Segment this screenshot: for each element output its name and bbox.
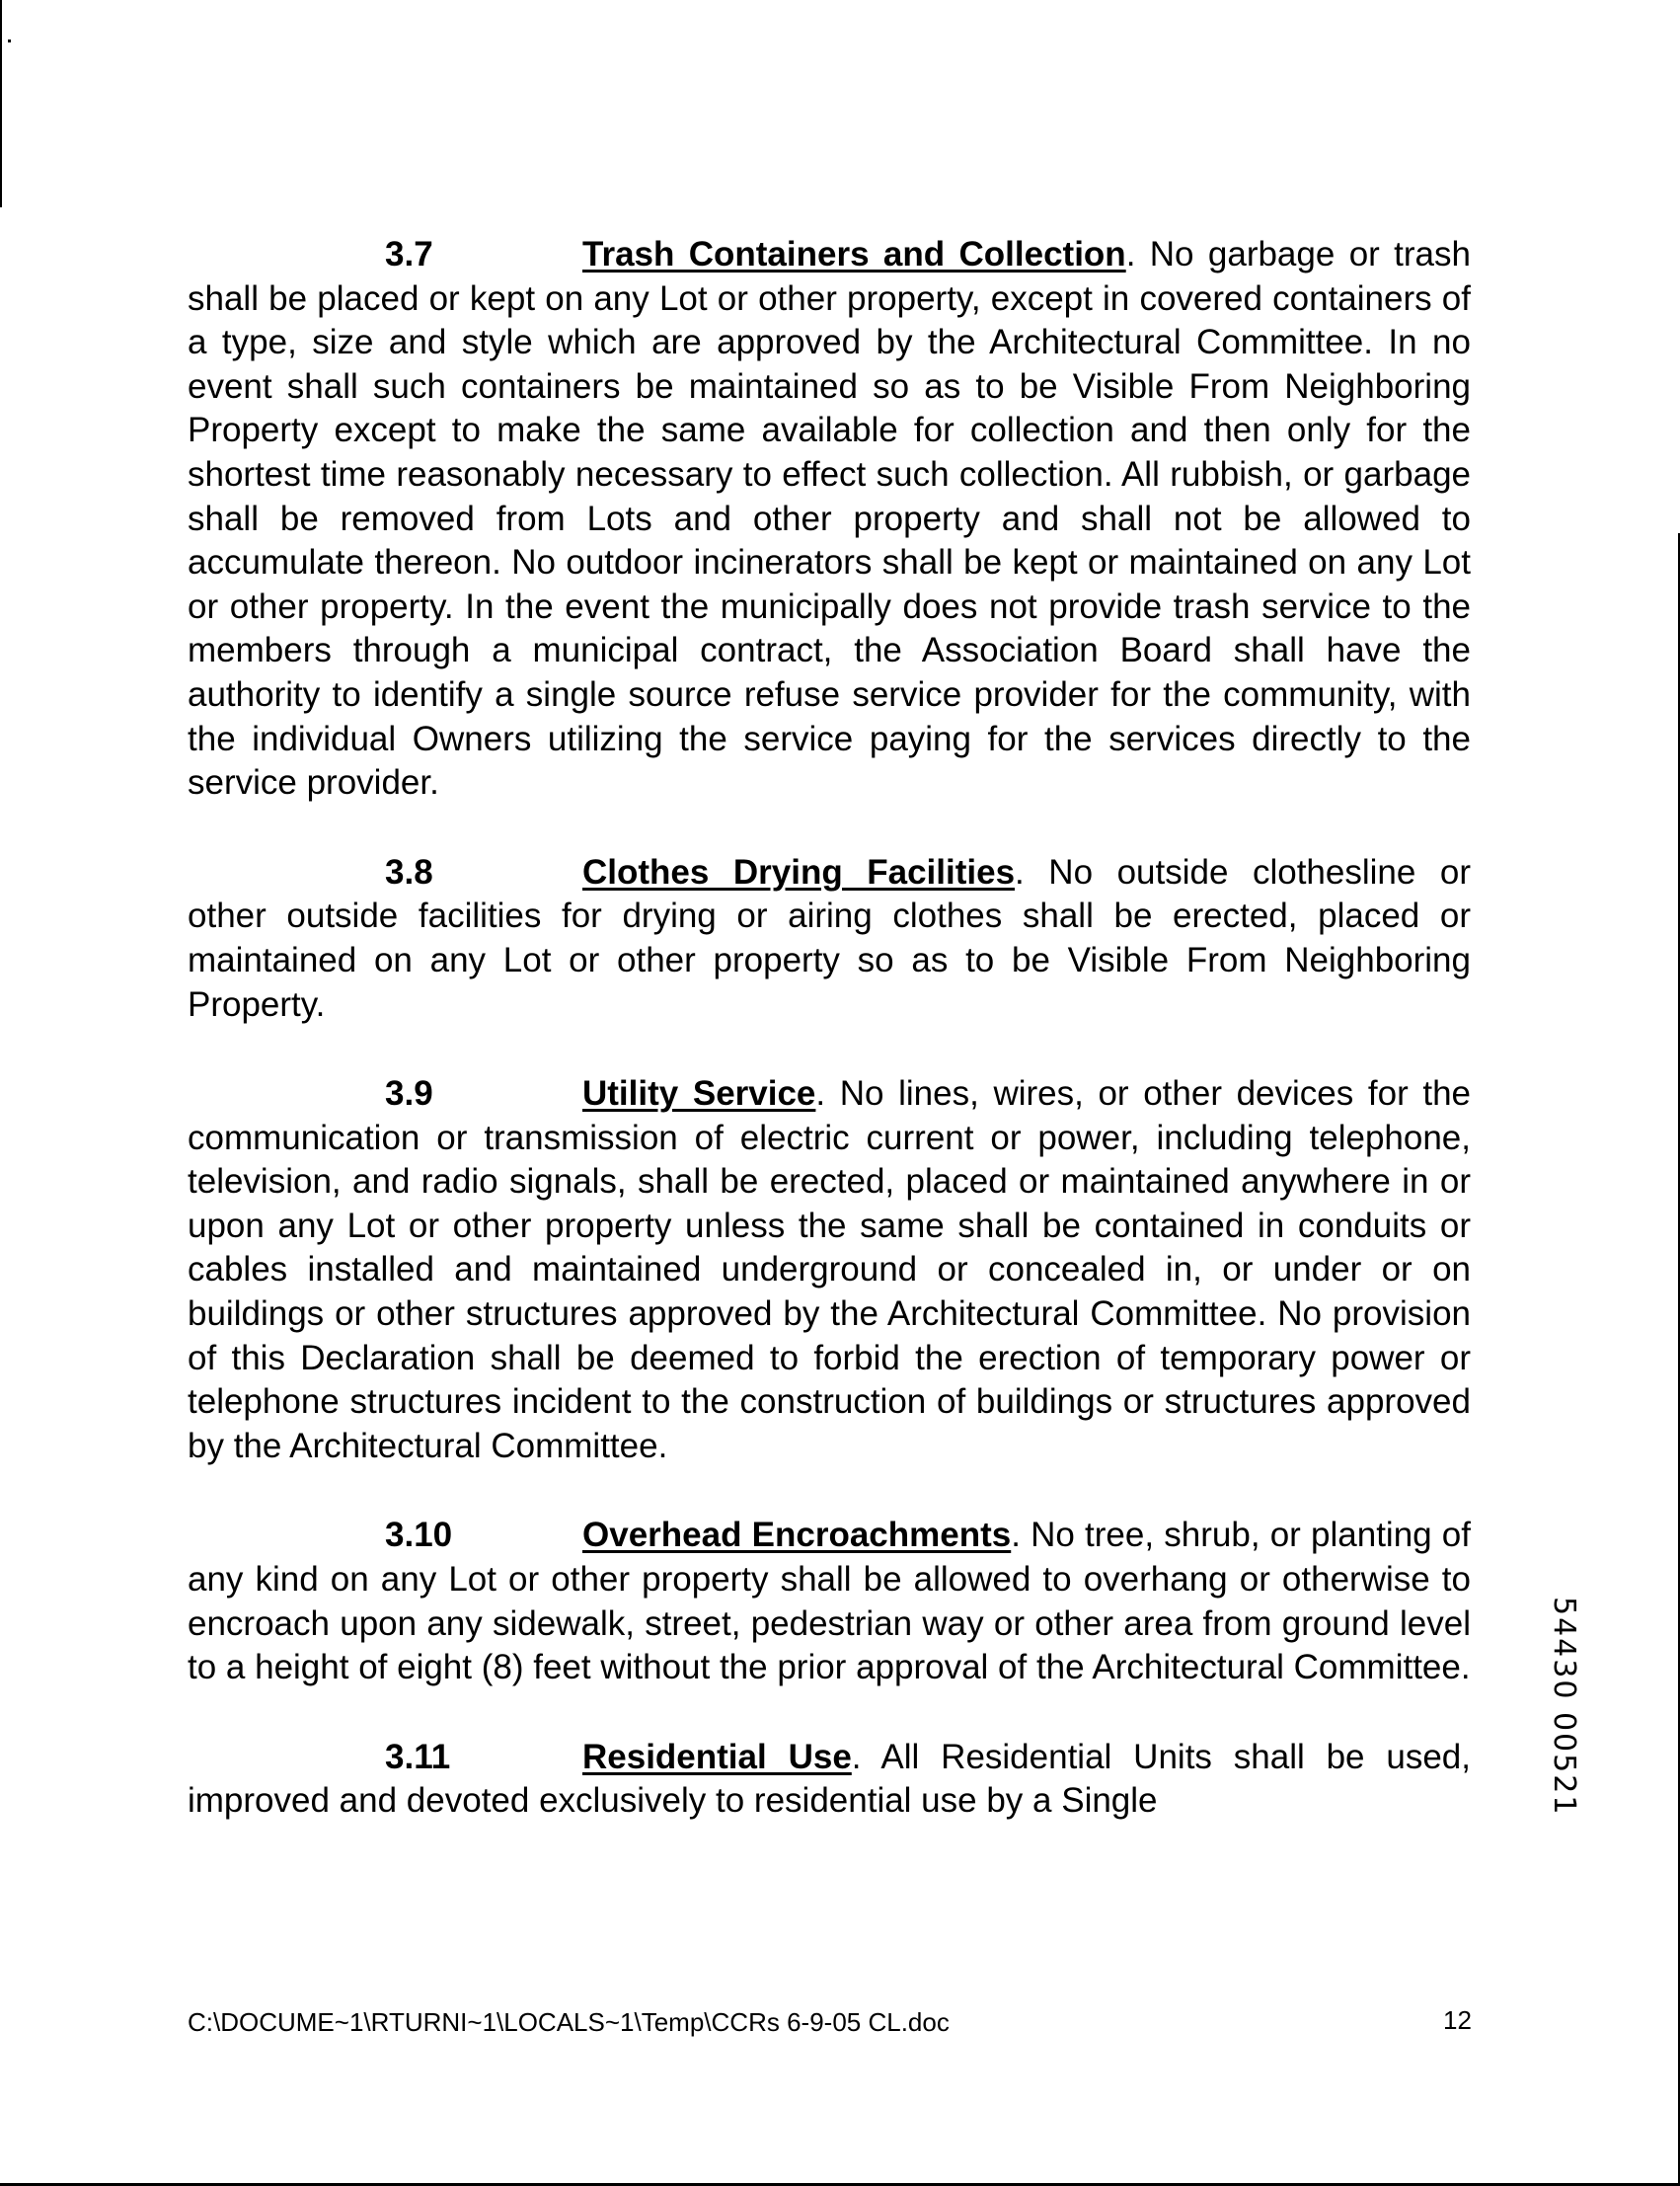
section-heading: Trash Containers and Collection <box>582 235 1126 273</box>
section-number: 3.8 <box>385 852 433 892</box>
scan-left-edge <box>0 0 2 207</box>
section-text: . No garbage or trash shall be placed or kept on any Lot or other property, except in covered containers of a type, size and style which are approved by the Architectural Committee. In no event shall such containers be maintained so as to be Visible From Neighboring Property except to make the same available for collection and then only for the shortest time reasonably necessary to effect such collection. All rubbish, or garbage shall be removed from Lots and other property and shall not be allowed to accumulate thereon. No outdoor incinerators shall be kept or maintained on any Lot or other property. In the event the municipally does not provide trash service to the members through a municipal contract, the Association Board shall have the authority to identify a single source refuse service provider for the community, with the individual Owners utilizing the service paying for the services directly to the service provider. <box>188 235 1471 803</box>
section-3-11 <box>188 1736 1471 1824</box>
section-3-10 <box>188 1514 1471 1689</box>
recording-number-stamp: 54430 00521 <box>1547 1597 1581 1817</box>
section-3-9 <box>188 1072 1471 1468</box>
section-heading: Clothes Drying Facilities <box>582 852 1016 892</box>
section-text: . All Residential Units shall be used, improved and devoted exclusively to residential use by a Single <box>188 1737 1471 1821</box>
page-number: 12 <box>1443 2005 1472 2035</box>
section-heading: Utility Service <box>582 1074 816 1114</box>
document-body <box>188 233 1471 1869</box>
section-text: . No lines, wires, or other devices for the communication or transmission of electric current or power, including telephone, television, and radio signals, shall be erected, placed or maintained anywhere in or upon any Lot or other property unless the same shall be contained in conduits or cables installed and maintained underground or concealed in, or under or on buildings or other structures approved by the Architectural Committee. No provision of this Declaration shall be deemed to forbid the erection of temporary power or telephone structures incident to the construction of buildings or structures approved by the Architectural Committee. <box>188 1074 1472 1465</box>
footer-file-path: C:\DOCUME~1\RTURNI~1\LOCALS~1\Temp\CCRs 6-9-05 CL.doc <box>188 2007 950 2037</box>
scan-speck <box>8 39 11 42</box>
section-heading: Overhead Encroachments <box>582 1516 1012 1555</box>
section-text: . No outside clothesline or other outside facilities for drying or airing clothes shall be erected, placed or maintained on any Lot or other property so as to be Visible From Neighboring Property. <box>188 852 1471 1024</box>
section-3-7 <box>188 233 1471 806</box>
section-number: 3.10 <box>385 1516 453 1555</box>
section-number: 3.7 <box>385 235 433 273</box>
section-3-8 <box>188 851 1471 1027</box>
section-number: 3.11 <box>385 1737 451 1776</box>
section-heading: Residential Use <box>582 1737 852 1776</box>
section-number: 3.9 <box>385 1074 433 1114</box>
section-text: . No tree, shrub, or planting of any kind on any Lot or other property shall be allowed to overhang or otherwise to encroach upon any sidewalk, street, pedestrian way or other area from ground level to a height of eight (8) feet without the prior approval of the Architectural Committee. <box>188 1516 1471 1687</box>
